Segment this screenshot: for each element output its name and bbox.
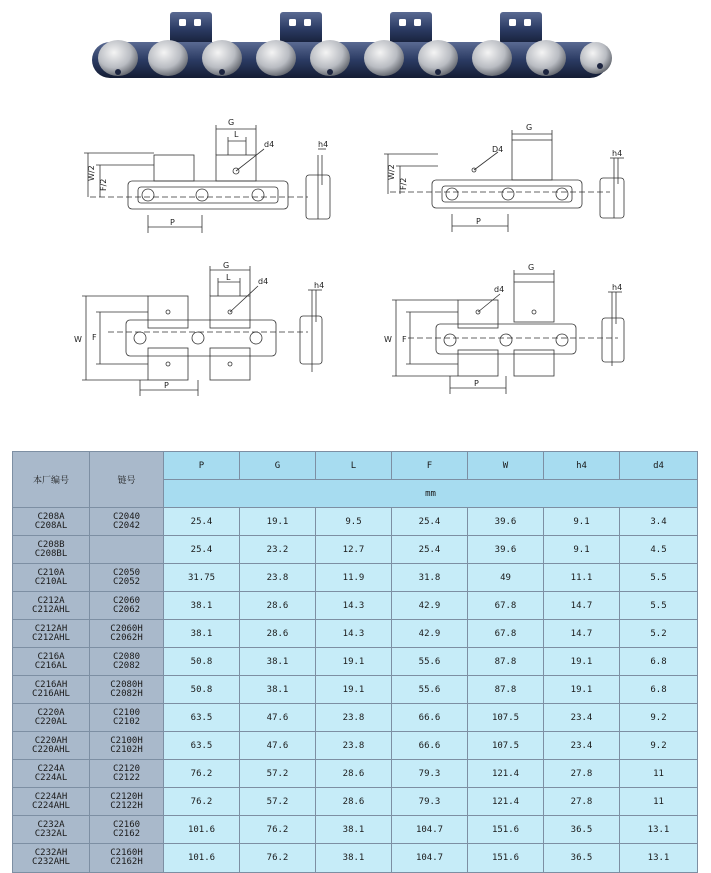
model-code: C212AHL: [32, 632, 70, 643]
table-header-row: [13, 452, 698, 480]
model-code: C220A: [37, 707, 65, 718]
cell-value: 63.5: [164, 704, 240, 732]
cell-value: 76.2: [240, 844, 316, 873]
chain-code: C2062: [112, 604, 141, 615]
cell-value: 9.2: [620, 704, 698, 732]
header-g: G: [240, 452, 316, 480]
cell-chain: [90, 648, 164, 676]
chain-code: C2120: [112, 763, 141, 774]
cell-value: 55.6: [392, 648, 468, 676]
cell-value: 39.6: [468, 536, 544, 564]
chain-code: C2160: [112, 819, 141, 830]
model-code: C208BL: [34, 548, 68, 559]
chain-code: C2122H: [110, 800, 143, 811]
cell-model: [13, 704, 90, 732]
cell-value: 9.1: [544, 536, 620, 564]
cell-value: 23.2: [240, 536, 316, 564]
chain-code: C2042: [112, 520, 141, 531]
cell-value: 14.3: [316, 620, 392, 648]
table-row: [13, 844, 698, 873]
label-h4: h4: [612, 283, 623, 292]
chain-code: C2100: [112, 707, 141, 718]
table-row: [13, 564, 698, 592]
cell-chain: [90, 844, 164, 873]
cell-value: 28.6: [240, 592, 316, 620]
cell-chain: [90, 676, 164, 704]
cell-chain: [90, 620, 164, 648]
cell-value: 104.7: [392, 844, 468, 873]
cell-value: 25.4: [164, 536, 240, 564]
cell-value: 9.2: [620, 732, 698, 760]
cell-chain: [90, 732, 164, 760]
chain-code: C2082: [112, 660, 141, 671]
chain-code: C2062H: [110, 632, 143, 643]
model-code: C232A: [37, 819, 65, 830]
cell-value: 28.6: [316, 788, 392, 816]
model-code: C224AHL: [32, 800, 70, 811]
model-code: C212AH: [34, 623, 68, 634]
cell-value: 28.6: [240, 620, 316, 648]
cell-value: 38.1: [316, 816, 392, 844]
cell-value: 25.4: [392, 508, 468, 536]
drawing-bottom-right: [378, 262, 648, 402]
model-code: C220AL: [34, 716, 68, 727]
label-f2: F/2: [399, 177, 408, 190]
cell-value: 57.2: [240, 760, 316, 788]
unit-label: mm: [164, 480, 698, 508]
drawing-bottom-left: [68, 262, 353, 402]
cell-value: 19.1: [544, 676, 620, 704]
cell-value: 3.4: [620, 508, 698, 536]
chain-code: C2122: [112, 772, 141, 783]
cell-value: 38.1: [316, 844, 392, 873]
cell-value: 19.1: [240, 508, 316, 536]
cell-value: 11.1: [544, 564, 620, 592]
cell-chain: [90, 564, 164, 592]
drawing-top-right: [378, 122, 648, 240]
label-f2: F/2: [99, 178, 108, 191]
cell-value: 13.1: [620, 844, 698, 873]
cell-value: 31.75: [164, 564, 240, 592]
cell-value: 38.1: [240, 676, 316, 704]
cell-chain: [90, 592, 164, 620]
cell-value: 76.2: [240, 816, 316, 844]
chain-code: C2080H: [110, 679, 143, 690]
cell-value: 38.1: [164, 620, 240, 648]
cell-value: 107.5: [468, 732, 544, 760]
table-row: [13, 816, 698, 844]
cell-value: 79.3: [392, 760, 468, 788]
cell-value: 50.8: [164, 676, 240, 704]
cell-value: 19.1: [316, 676, 392, 704]
cell-model: [13, 508, 90, 536]
chain-code: C2160H: [110, 848, 143, 858]
cell-value: 76.2: [164, 788, 240, 816]
header-l: L: [316, 452, 392, 480]
label-g: G: [528, 263, 535, 272]
cell-value: 63.5: [164, 732, 240, 760]
cell-value: 66.6: [392, 704, 468, 732]
label-p: P: [476, 217, 481, 226]
cell-value: 27.8: [544, 760, 620, 788]
drawing-top-left: [78, 115, 348, 240]
cell-value: 19.1: [544, 648, 620, 676]
cell-value: 55.6: [392, 676, 468, 704]
cell-value: 23.8: [316, 704, 392, 732]
cell-value: 25.4: [164, 508, 240, 536]
cell-value: 5.2: [620, 620, 698, 648]
label-p: P: [474, 379, 479, 388]
label-l: L: [226, 273, 231, 282]
cell-value: 25.4: [392, 536, 468, 564]
model-code: C220AH: [34, 735, 68, 746]
cell-value: 14.7: [544, 592, 620, 620]
cell-chain: [90, 816, 164, 844]
cell-value: 66.6: [392, 732, 468, 760]
model-code: C216AH: [34, 679, 68, 690]
cell-model: [13, 760, 90, 788]
chain-code: C2060: [112, 595, 141, 606]
chain-code: C2082H: [110, 688, 143, 699]
cell-value: 151.6: [468, 816, 544, 844]
cell-value: 5.5: [620, 592, 698, 620]
model-code: C224AH: [34, 791, 68, 802]
cell-value: 49: [468, 564, 544, 592]
table-row: [13, 704, 698, 732]
model-code: C210AL: [34, 576, 68, 587]
chain-code: C2102: [112, 716, 141, 727]
label-d4: d4: [258, 277, 269, 286]
cell-value: 11: [620, 788, 698, 816]
chain-code: C2040: [112, 511, 141, 522]
cell-value: 42.9: [392, 592, 468, 620]
cell-value: 104.7: [392, 816, 468, 844]
label-g: G: [228, 118, 235, 127]
cell-value: 12.7: [316, 536, 392, 564]
table-body: [13, 508, 698, 873]
model-code: C224AL: [34, 772, 68, 783]
cell-value: 9.1: [544, 508, 620, 536]
cell-value: 87.8: [468, 648, 544, 676]
cell-value: 67.8: [468, 620, 544, 648]
cell-chain: [90, 788, 164, 816]
model-code: C216AHL: [32, 688, 70, 699]
chain-code: C2162H: [110, 857, 143, 867]
cell-model: [13, 536, 90, 564]
cell-value: 87.8: [468, 676, 544, 704]
cell-value: 11.9: [316, 564, 392, 592]
table-row: [13, 592, 698, 620]
cell-value: 121.4: [468, 788, 544, 816]
cell-value: 14.7: [544, 620, 620, 648]
header-h4: h4: [544, 452, 620, 480]
cell-value: 101.6: [164, 816, 240, 844]
cell-value: 6.8: [620, 648, 698, 676]
spec-table: [12, 451, 698, 873]
model-code: C216AL: [34, 660, 68, 671]
chain-code: C2050: [112, 567, 141, 578]
cell-value: 38.1: [240, 648, 316, 676]
model-code: C232AHL: [32, 857, 70, 867]
cell-value: 5.5: [620, 564, 698, 592]
label-w2: W/2: [387, 164, 396, 180]
cell-value: 121.4: [468, 760, 544, 788]
model-code: C232AH: [34, 848, 68, 858]
chain-code: C2100H: [110, 735, 143, 746]
label-f: F: [92, 333, 97, 342]
model-code: C208AL: [34, 520, 68, 531]
model-code: C208B: [37, 539, 65, 550]
table-row: [13, 788, 698, 816]
cell-value: 9.5: [316, 508, 392, 536]
label-p: P: [164, 381, 169, 390]
cell-value: 101.6: [164, 844, 240, 873]
cell-value: 13.1: [620, 816, 698, 844]
model-code: C220AHL: [32, 744, 70, 755]
cell-value: 23.8: [316, 732, 392, 760]
cell-model: [13, 788, 90, 816]
cell-value: 79.3: [392, 788, 468, 816]
header-d4: d4: [620, 452, 698, 480]
chain-code: C2162: [112, 828, 141, 839]
label-h4: h4: [612, 149, 623, 158]
model-code: C212AHL: [32, 604, 70, 615]
label-h4: h4: [314, 281, 325, 290]
cell-model: [13, 564, 90, 592]
table-row: [13, 620, 698, 648]
label-d4: D4: [492, 145, 504, 154]
cell-value: 27.8: [544, 788, 620, 816]
table-row: [13, 732, 698, 760]
cell-chain: [90, 536, 164, 564]
table-row: [13, 648, 698, 676]
cell-value: 151.6: [468, 844, 544, 873]
cell-value: 11: [620, 760, 698, 788]
cell-value: 47.6: [240, 732, 316, 760]
cell-value: 31.8: [392, 564, 468, 592]
label-f: F: [402, 335, 407, 344]
cell-model: [13, 592, 90, 620]
label-d4: d4: [264, 140, 275, 149]
cell-value: 14.3: [316, 592, 392, 620]
cell-value: 6.8: [620, 676, 698, 704]
model-code: C224A: [37, 763, 65, 774]
model-code: C210A: [37, 567, 65, 578]
label-w: W: [384, 335, 392, 344]
table-row: [13, 508, 698, 536]
chain-code: C2080: [112, 651, 141, 662]
cell-value: 50.8: [164, 648, 240, 676]
cell-model: [13, 676, 90, 704]
cell-model: [13, 844, 90, 873]
chain-code: C2052: [112, 576, 141, 587]
model-code: C216A: [37, 651, 65, 662]
label-h4: h4: [318, 140, 329, 149]
cell-value: 36.5: [544, 816, 620, 844]
chain-code: C2120H: [110, 791, 143, 802]
chain-photo: [90, 8, 620, 88]
model-code: C232AL: [34, 828, 68, 839]
cell-value: 39.6: [468, 508, 544, 536]
chain-code: C2060H: [110, 623, 143, 634]
cell-value: 76.2: [164, 760, 240, 788]
cell-value: 57.2: [240, 788, 316, 816]
cell-chain: [90, 704, 164, 732]
header-chain: 链号: [90, 452, 164, 508]
table-row: [13, 536, 698, 564]
label-w: W: [74, 335, 82, 344]
cell-value: 67.8: [468, 592, 544, 620]
label-g: G: [223, 262, 230, 270]
cell-chain: [90, 760, 164, 788]
label-g: G: [526, 123, 533, 132]
cell-model: [13, 732, 90, 760]
cell-value: 23.4: [544, 704, 620, 732]
header-p: P: [164, 452, 240, 480]
model-code: C208A: [37, 511, 65, 522]
cell-model: [13, 816, 90, 844]
table-row: [13, 676, 698, 704]
label-l: L: [234, 130, 239, 139]
cell-value: 47.6: [240, 704, 316, 732]
cell-value: 23.8: [240, 564, 316, 592]
cell-value: 28.6: [316, 760, 392, 788]
cell-value: 4.5: [620, 536, 698, 564]
label-p: P: [170, 218, 175, 227]
model-code: C212A: [37, 595, 65, 606]
cell-value: 23.4: [544, 732, 620, 760]
table-row: [13, 760, 698, 788]
cell-value: 107.5: [468, 704, 544, 732]
cell-value: 36.5: [544, 844, 620, 873]
cell-value: 38.1: [164, 592, 240, 620]
cell-value: 19.1: [316, 648, 392, 676]
chain-code: C2102H: [110, 744, 143, 755]
cell-value: 42.9: [392, 620, 468, 648]
header-f: F: [392, 452, 468, 480]
label-d4: d4: [494, 285, 505, 294]
label-w2: W/2: [87, 165, 96, 181]
cell-model: [13, 620, 90, 648]
header-model: 本厂编号: [13, 452, 90, 508]
cell-model: [13, 648, 90, 676]
header-w: W: [468, 452, 544, 480]
cell-chain: [90, 508, 164, 536]
